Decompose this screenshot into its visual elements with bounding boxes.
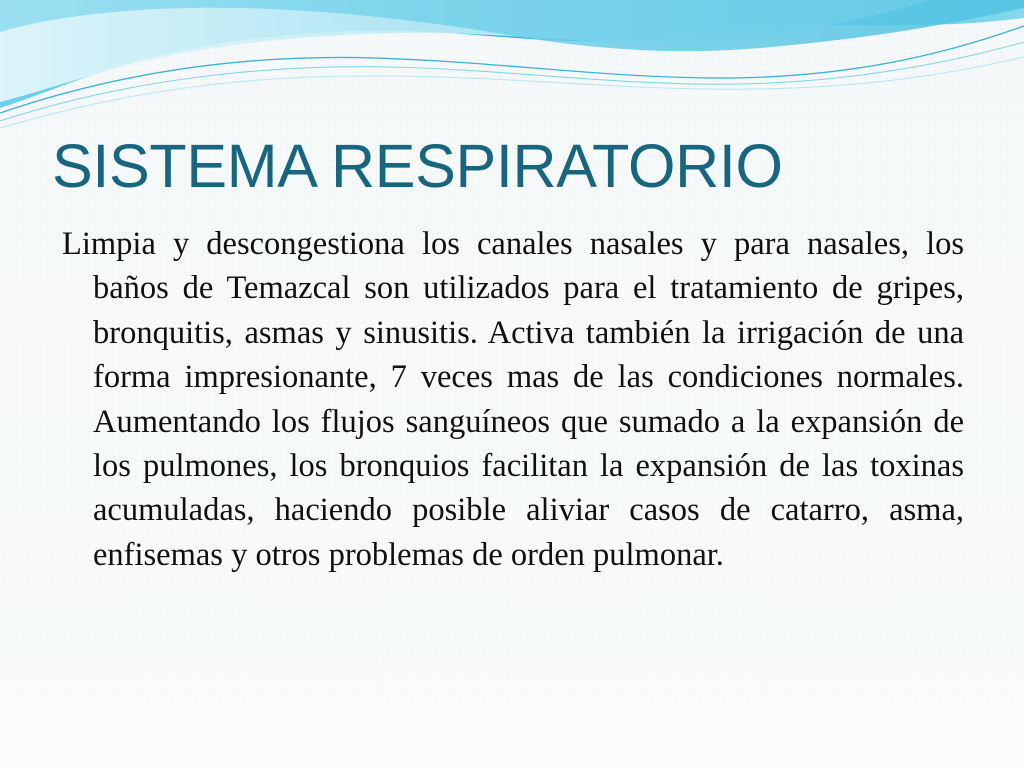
slide-title: SISTEMA RESPIRATORIO xyxy=(52,132,783,200)
slide-body-text: Limpia y descongestiona los canales nasales y para nasales, los baños de Temazcal son utilizados para el tratamiento de gripes, bronquitis, asmas y sinusitis. Activa también la irrigación de una forma impresionante, 7 veces mas de las condiciones normales. Aumentando los flujos sanguíneos que sumado a la expansión de los pulmones, los bronquios facilitan la expansión de las toxinas acumuladas, haciendo posible aliviar casos de catarro, asma, enfisemas y otros problemas de orden pulmonar. xyxy=(62,226,964,573)
decorative-wave-header xyxy=(0,0,1024,130)
wave-line-thin-3 xyxy=(0,57,1024,128)
